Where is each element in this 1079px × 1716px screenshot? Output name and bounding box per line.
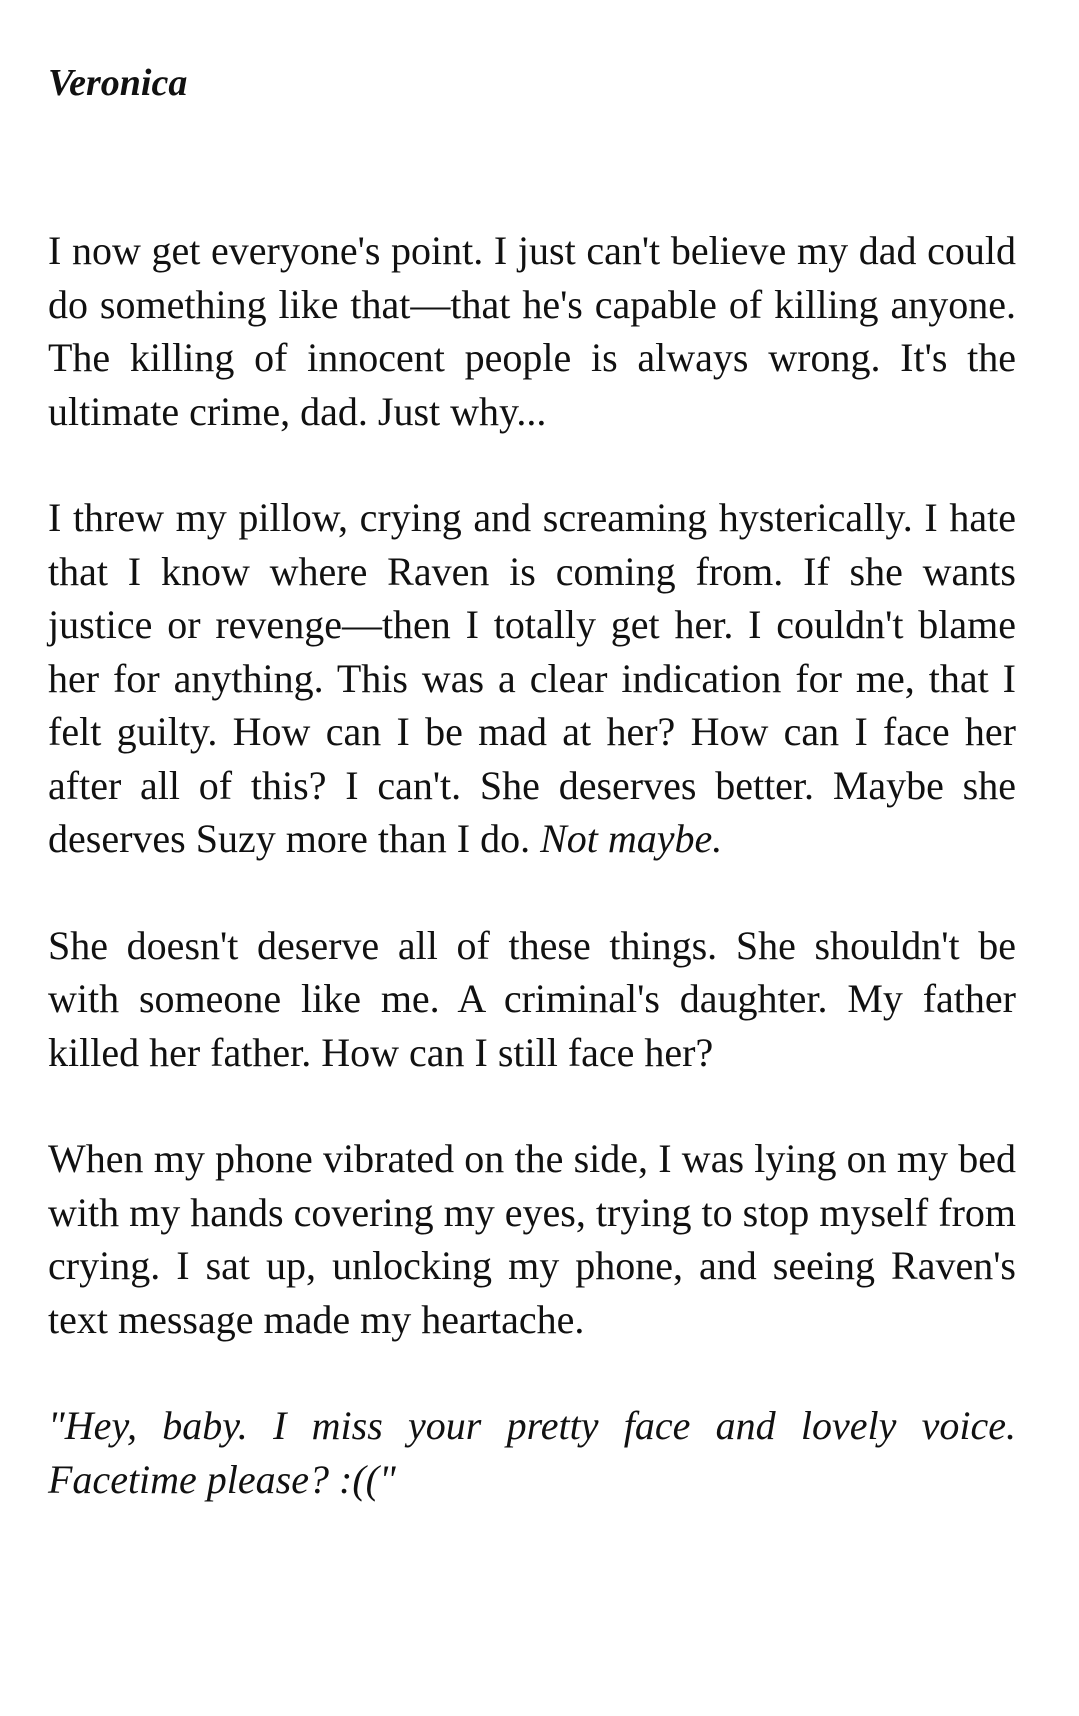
paragraph-3: She doesn't deserve all of these things. She shouldn't be with someone like me. A criminal's daughter. My father killed her father. How can I still face her? [48,922,1016,1075]
text-message-quote: "Hey, baby. I miss your pretty face and lovely voice. Facetime please? :((" [48,1403,1016,1502]
paragraph-2-text: I threw my pillow, crying and screaming hysterically. I hate that I know where Raven is coming from. If she wants justice or revenge—then I totally get her. I couldn't blame her for anything. This was a clear indication for me, that I felt guilty. How can I be mad at her? How can I face her after all of this? I can't. She deserves better. Maybe she deserves Suzy more than I do. [48,495,1016,861]
story-page [48,52,1016,1506]
spacer [48,1346,1016,1399]
spacer [48,438,1016,491]
paragraph-2 [48,491,1016,866]
chapter-heading: Veronica [48,62,188,104]
paragraph-2-italic-tail: Not maybe. [540,816,723,861]
paragraph-1: I now get everyone's point. I just can't believe my dad could do something like that—that he's capable of killing anyone. The killing of innocent people is always wrong. It's the ultimate crime, dad. Just why... [48,228,1016,434]
spacer [48,1079,1016,1132]
spacer [48,866,1016,919]
paragraph-4: When my phone vibrated on the side, I was lying on my bed with my hands covering my eyes, trying to stop myself from crying. I sat up, unlocking my phone, and seeing Raven's text message made my heartache. [48,1136,1016,1342]
spacer [48,114,1016,224]
